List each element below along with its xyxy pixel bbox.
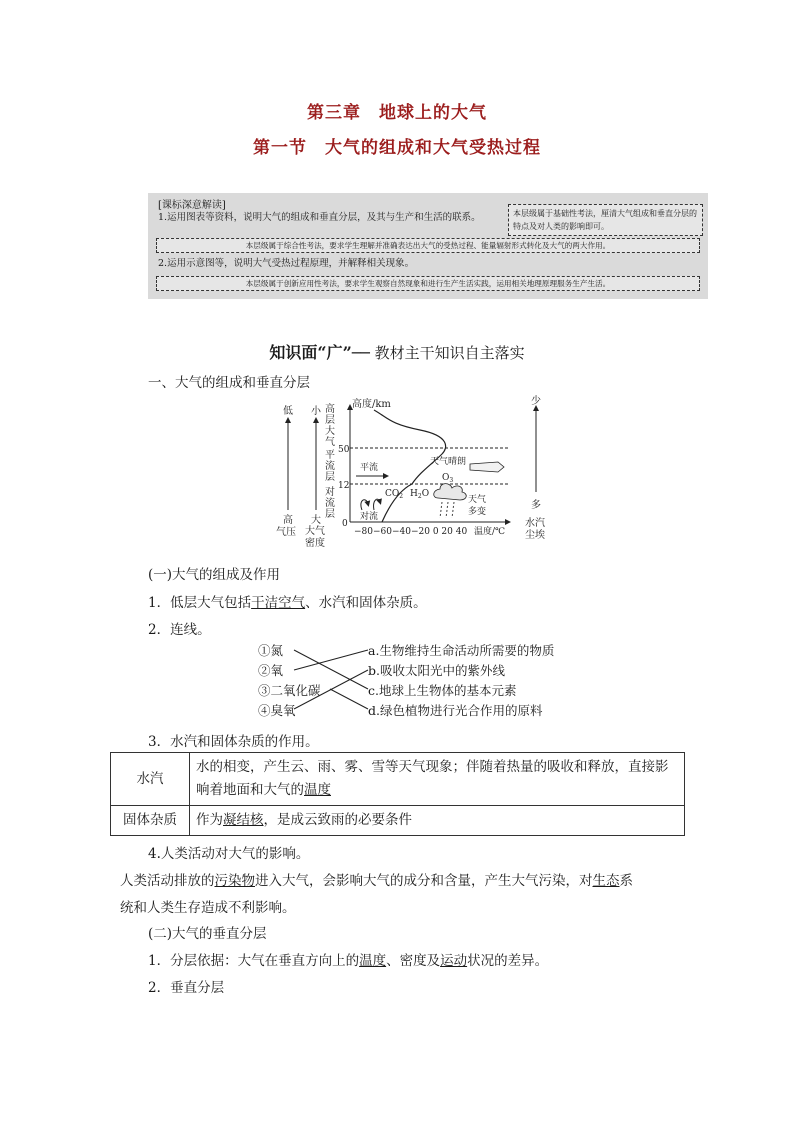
- table-row-content: [190, 806, 685, 836]
- p1-post: 、水汽和固体杂质。: [305, 595, 427, 611]
- match-line-3d: [330, 689, 368, 709]
- label-small: 小: [311, 406, 321, 417]
- label-low: 低: [283, 406, 293, 417]
- label-dust: 尘埃: [525, 530, 545, 541]
- match-right-d: d.绿色植物进行光合作用的原料: [368, 703, 543, 718]
- layer-trop-2: 流: [325, 498, 335, 509]
- label-few: 少: [531, 396, 541, 407]
- co2-sub: 2: [399, 493, 404, 500]
- rain-line-1: [440, 502, 442, 518]
- standards-item-1-note: 本层级属于基础性考法，厘清大气组成和垂直分层的特点及对人类的影响即可。: [508, 204, 703, 236]
- row2-post: ，是成云致雨的必要条件: [263, 812, 412, 828]
- match-right-c: c.地球上生物体的基本元素: [368, 683, 517, 698]
- match-line-2a: [294, 650, 368, 670]
- match-left-3: ③二氧化碳: [258, 683, 321, 698]
- standards-box-label: [课标深意解读]: [158, 200, 226, 211]
- convection-arrow-1: [361, 500, 368, 510]
- label-o3: [442, 473, 453, 484]
- label-horizontal-flow: 平流: [360, 463, 379, 473]
- knowledge-heading-bold: 知识面“广”: [269, 343, 352, 362]
- match-right-a: a.生物维持生命活动所需要的物质: [368, 643, 555, 658]
- matching-exercise: [258, 641, 568, 723]
- layer-trop-3: 层: [325, 509, 335, 520]
- match-left-1: ①氮: [258, 643, 284, 658]
- subsection-2-paragraph-2: 2．垂直分层: [148, 980, 225, 996]
- airplane-icon: [470, 462, 504, 472]
- x-axis-title: 温度/℃: [474, 527, 506, 537]
- rain-line-2: [446, 502, 448, 518]
- h2o-main: H: [410, 489, 418, 499]
- p1-pre: 1．低层大气包括: [148, 595, 252, 611]
- row2-answer: 凝结核: [223, 812, 264, 828]
- y-axis-title: 高度/km: [352, 399, 391, 410]
- paragraph-1: [148, 591, 427, 611]
- layer-strat-1: 平: [325, 450, 335, 461]
- label-co2: [385, 489, 403, 500]
- paragraph-2: 2．连线。: [148, 622, 211, 638]
- p5-end: 系: [619, 873, 633, 889]
- p5-answer-2: 生态: [592, 873, 620, 889]
- label-high: 高: [283, 515, 293, 526]
- p5-answer-1: 污染物: [214, 873, 255, 889]
- label-vapor: 水汽: [525, 518, 545, 529]
- section-1-title: 一、大气的组成和垂直分层: [148, 375, 310, 391]
- table-row-head: 固体杂质: [111, 806, 190, 836]
- standards-item-2: 2.运用示意图等，说明大气受热过程原理，并解释相关现象。: [158, 258, 415, 269]
- label-density-1: 大气: [305, 526, 325, 537]
- h2o-sub: 2: [417, 493, 422, 500]
- layer-strat-3: 层: [325, 472, 335, 483]
- svg-text:对流层: [325, 485, 335, 520]
- tick-12: 12: [338, 481, 350, 491]
- layer-upper-3: 大: [325, 426, 335, 437]
- row1-text: 水的相变，产生云、雨、雾、雪等天气现象；伴随着热量的吸收和释放，直接影响着地面和大气的: [196, 759, 669, 798]
- x-axis-ticks: −80−60−40−20 0 20 40: [354, 527, 468, 537]
- label-weather-clear: 天气晴朗: [430, 457, 467, 467]
- match-left-4: ④臭氧: [258, 703, 296, 718]
- s2p1-answer-2: 运动: [440, 953, 468, 969]
- label-pressure: 气压: [276, 527, 296, 538]
- standards-item-2-level: 本层级属于创新应用性考法，要求学生观察自然现象和进行生产生活实践，运用相关地理原理服务生产生活。: [156, 276, 700, 291]
- knowledge-heading: [0, 340, 794, 363]
- vapor-impurities-table: [110, 752, 685, 836]
- layer-upper-4: 气: [325, 437, 335, 448]
- s2p1-pre: 1．分层依据：大气在垂直方向上的: [148, 953, 360, 969]
- o3-main: O: [442, 473, 450, 483]
- match-line-1c: [294, 650, 368, 689]
- svg-text:平流层: [325, 449, 335, 483]
- layer-trop-1: 对: [325, 487, 335, 498]
- knowledge-heading-rest: ── 教材主干知识自主落实: [351, 344, 525, 362]
- p5-post: 进入大气，会影响大气的成分和含量，产生大气污染，对: [255, 873, 593, 889]
- cloud-icon: [434, 484, 467, 500]
- convection-arrow-2: [374, 499, 380, 510]
- label-convection: 对流: [360, 512, 379, 522]
- label-density-2: 密度: [305, 538, 325, 549]
- tick-0: 0: [342, 519, 348, 529]
- s2p1-answer-1: 温度: [359, 953, 387, 969]
- table-row: [111, 753, 685, 806]
- tick-50: 50: [338, 445, 350, 455]
- s2p1-post: 状况的差异。: [467, 953, 549, 969]
- layer-upper-2: 层: [325, 415, 335, 426]
- o3-sub: 3: [449, 477, 454, 484]
- paragraph-4: 4.人类活动对大气的影响。: [148, 846, 310, 862]
- label-big: 大: [311, 515, 321, 526]
- match-right-b: b.吸收太阳光中的紫外线: [368, 663, 505, 678]
- table-row-content: [190, 753, 685, 806]
- co2-main: CO: [385, 489, 400, 499]
- label-h2o: [410, 489, 429, 500]
- s2p1-mid: 、密度及: [386, 953, 441, 969]
- h2o-end: O: [421, 489, 430, 499]
- paragraph-6: 统和人类生存造成不利影响。: [120, 900, 296, 916]
- section-title: 第一节 大气的组成和大气受热过程: [253, 138, 541, 158]
- table-row: [111, 806, 685, 836]
- subsection-2-title: (二)大气的垂直分层: [148, 926, 267, 942]
- svg-text:高层大气: [325, 402, 335, 448]
- standards-item-1-level: 本层级属于综合性考法，要求学生理解并准确表达出大气的受热过程、能量辐射形式转化及大气的两大作用。: [156, 238, 700, 253]
- chapter-title: 第三章 地球上的大气: [307, 103, 487, 123]
- rain-line-3: [452, 502, 454, 518]
- p1-answer: 干洁空气: [251, 595, 306, 611]
- standards-item-1: 1.运用图表等资料，说明大气的组成和垂直分层，及其与生产和生活的联系。: [158, 212, 481, 223]
- paragraph-3: 3．水汽和固体杂质的作用。: [148, 734, 319, 750]
- layer-strat-2: 流: [325, 461, 335, 472]
- label-many: 多: [531, 500, 541, 511]
- matching-lines: [258, 641, 568, 723]
- subsection-2-paragraph-1: [148, 949, 548, 969]
- atmosphere-layers-diagram: [270, 392, 570, 549]
- match-left-2: ②氧: [258, 663, 284, 678]
- label-weather-change-2: 多变: [468, 507, 487, 517]
- table-row-head: 水汽: [111, 753, 190, 806]
- label-weather-change-1: 天气: [468, 495, 487, 505]
- subsection-1-title: (一)大气的组成及作用: [148, 567, 281, 583]
- row1-answer: 温度: [304, 782, 331, 798]
- p5-pre: 人类活动排放的: [120, 873, 215, 889]
- row2-pre: 作为: [196, 812, 223, 828]
- paragraph-5: [120, 869, 633, 889]
- layer-upper-1: 高: [325, 404, 335, 415]
